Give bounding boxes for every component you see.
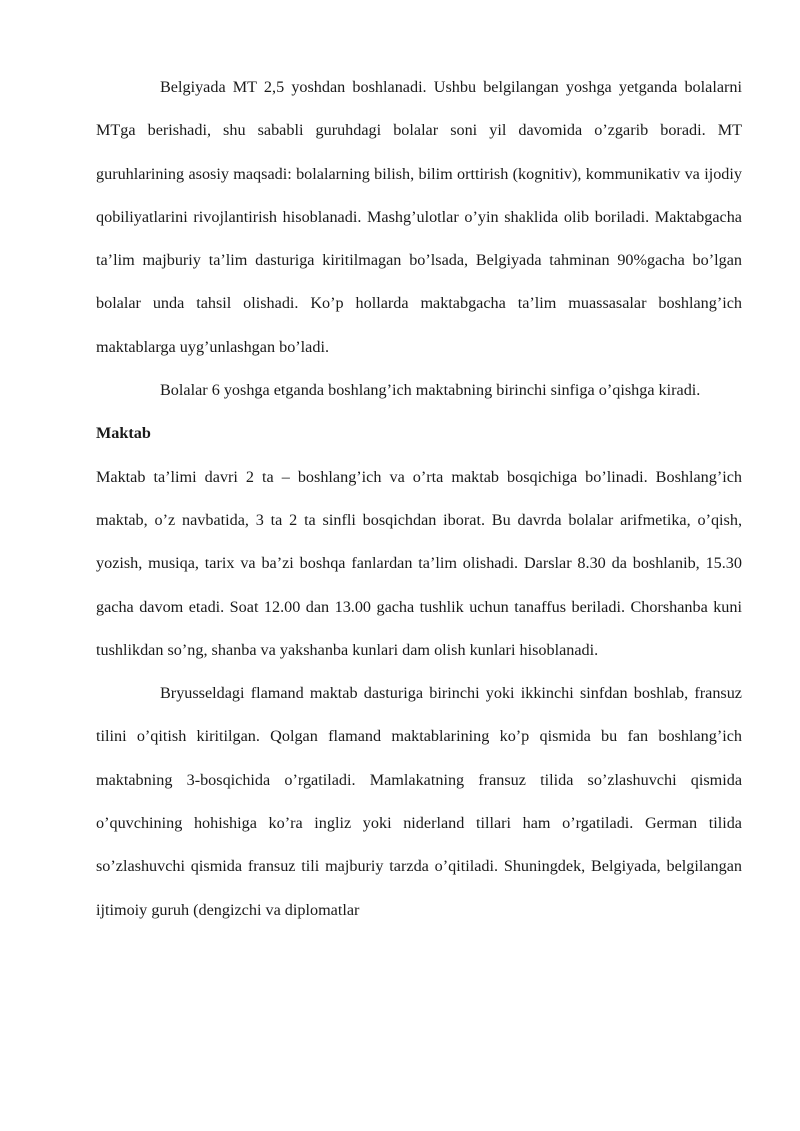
document-page [96, 66, 742, 932]
paragraph-first-grade: Bolalar 6 yoshga etganda boshlang’ich maktabning birinchi sinfiga o’qishga kiradi. [160, 381, 701, 400]
paragraph-school-structure: Maktab ta’limi davri 2 ta – boshlang’ich va o’rta maktab bosqichiga bo’linadi. Boshlang’ich maktab, o’z navbatida, 3 ta 2 ta sinfli bosqichdan iborat. Bu davrda bolalar arifmetika, o’qish, yozish, musiqa, tarix va ba’zi boshqa fanlardan ta’lim olishadi. Darslar 8.30 da boshlanib, 15.30 gacha davom etadi. Soat 12.00 dan 13.00 gacha tushlik uchun tanaffus beriladi. Chorshanba kuni tushlikdan so’ng, shanba va yakshanba kunlari dam olish kunlari hisoblanadi. [96, 467, 742, 659]
paragraph-languages: Bryusseldagi flamand maktab dasturiga birinchi yoki ikkinchi sinfdan boshlab, fransuz tilini o’qitish kiritilgan. Qolgan flamand maktablarining ko’p qismida bu fan boshlang’ich maktabning 3-bosqichida o’rgatiladi. Mamlakatning fransuz tilida so’zlashuvchi qismida o’quvchining hohishiga ko’ra ingliz yoki niderland tillari ham o’rgatiladi. German tilida so’zlashuvchi qismida fransuz tili majburiy tarzda o’qitiladi. Shuningdek, Belgiyada, belgilangan ijtimoiy guruh (dengizchi va diplomatlar [96, 684, 742, 919]
section-heading-maktab: Maktab [96, 424, 151, 443]
paragraph-kindergarten: Belgiyada MT 2,5 yoshdan boshlanadi. Ushbu belgilangan yoshga yetganda bolalarni MTga berishadi, shu sababli guruhdagi bolalar soni yil davomida o’zgarib boradi. MT guruhlarining asosiy maqsadi: bolalarning bilish, bilim orttirish (kognitiv), kommunikativ va ijodiy qobiliyatlarini rivojlantirish hisoblanadi. Mashg’ulotlar o’yin shaklida olib boriladi. Maktabgacha ta’lim majburiy ta’lim dasturiga kiritilmagan bo’lsada, Belgiyada tahminan 90%gacha bo’lgan bolalar unda tahsil olishadi. Ko’p hollarda maktabgacha ta’lim muassasalar boshlang’ich maktablarga uyg’unlashgan bo’ladi. [96, 78, 742, 356]
